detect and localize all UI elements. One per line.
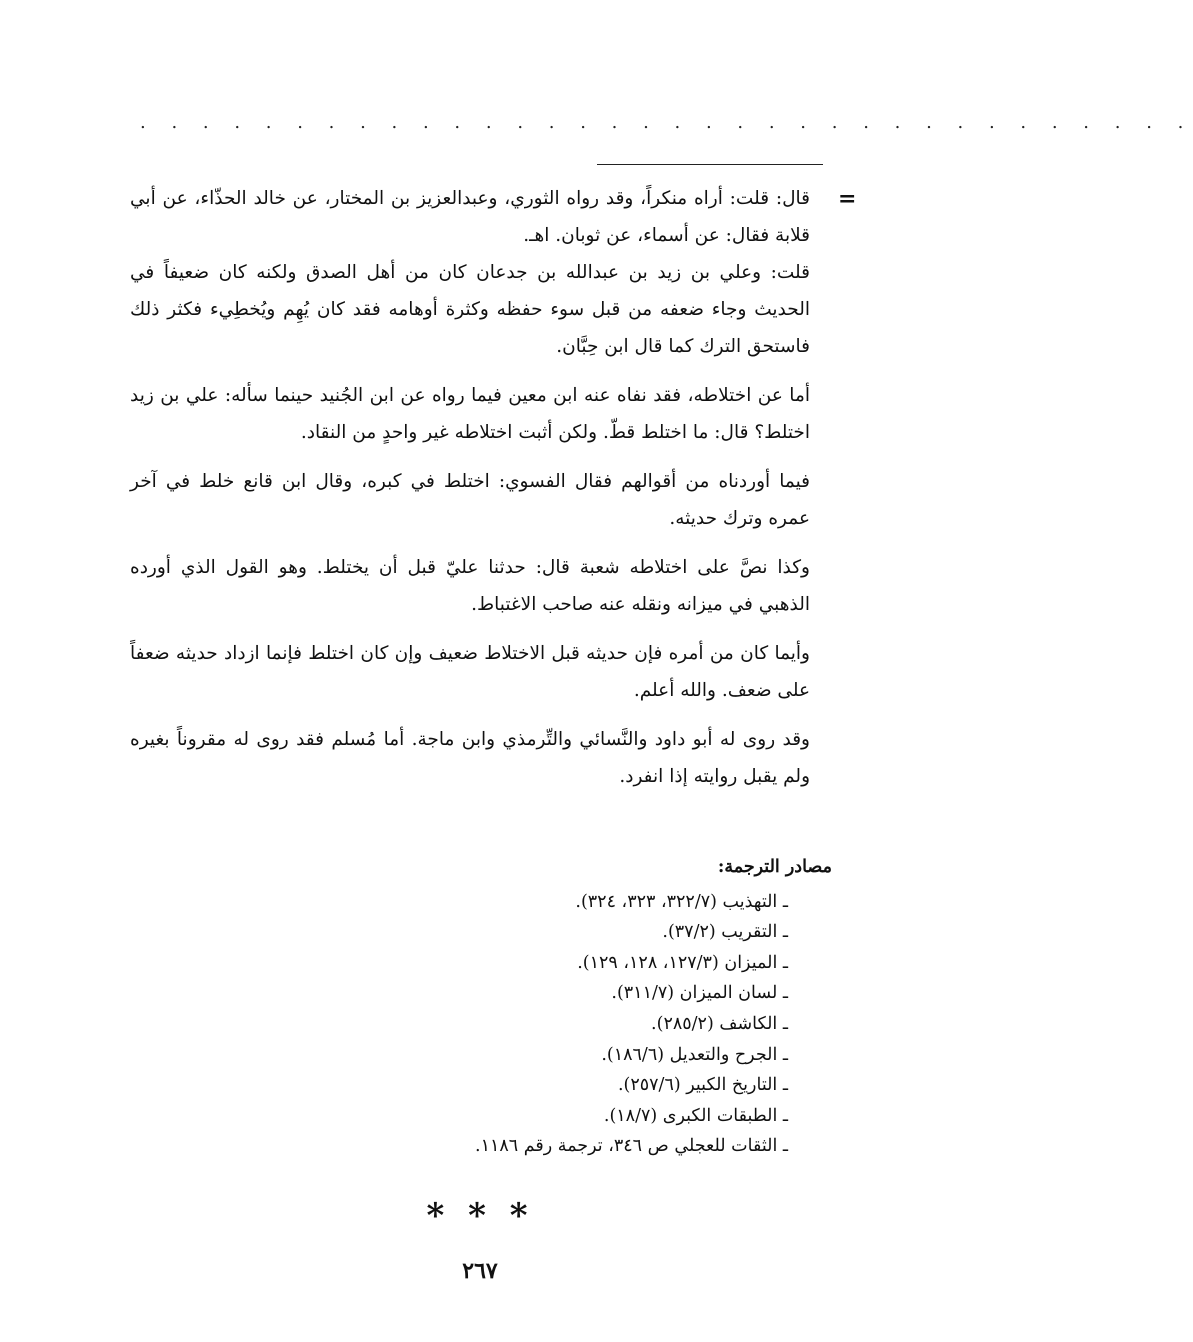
source-item: ـ الجرح والتعديل (١٨٦/٦). [601,1044,788,1065]
source-item: ـ الثقات للعجلي ص ٣٤٦، ترجمة رقم ١١٨٦. [475,1136,788,1157]
paragraph: قلت: وعلي بن زيد بن عبدالله بن جدعان كان من أهل الصدق ولكنه كان ضعيفاً في الحديث وجاء ضعفه من قبل سوء حفظه وكثرة أوهامه فقد كان يُهِم ويُخطِيء فكثر ذلك فاستحق الترك كما قال ابن حِبَّان. [130,262,810,357]
continuation-marker: = [838,186,857,212]
source-item: ـ التقريب (٣٧/٢). [662,922,788,943]
paragraph: قال: قلت: أراه منكراً، وقد رواه الثوري، وعبدالعزيز بن المختار، عن خالد الحذّاء، عن أبي قلابة فقال: عن أسماء، عن ثوبان. اهـ. [130,188,810,246]
source-item: ـ الميزان (١٢٧/٣، ١٢٨، ١٢٩). [577,952,788,973]
source-item: ـ لسان الميزان (٣١١/٧). [611,983,788,1004]
paragraph: فيما أوردناه من أقوالهم فقال الفسوي: اختلط في كبره، وقال ابن قانع خلط في آخر عمره وترك حديثه. [130,471,810,529]
sources-heading: مصادر الترجمة: [717,857,832,877]
source-item: ـ التاريخ الكبير (٢٥٧/٦). [617,1075,788,1096]
source-item: ـ التهذيب (٣٢٢/٧، ٣٢٣، ٣٢٤). [575,891,788,912]
main-text [130,180,810,807]
sources-section [380,852,832,1162]
source-item: ـ الكاشف (٢٨٥/٢). [651,1013,788,1034]
page-number: ٢٦٧ [462,1258,498,1284]
paragraph: وقد روى له أبو داود والنَّسائي والتِّرمذي وابن ماجة. أما مُسلم فقد روى له مقروناً بغيره ولم يقبل روايته إذا انفرد. [130,729,810,787]
source-item: ـ الطبقات الكبرى (١٨/٧). [603,1105,788,1126]
paragraph: وأيما كان من أمره فإن حديثه قبل الاختلاط ضعيف وإن كان اختلط فإنما ازداد حديثه ضعفاً على ضعف. والله أعلم. [130,643,810,701]
section-end-stars: * * * [426,1196,534,1236]
paragraph: أما عن اختلاطه، فقد نفاه عنه ابن معين فيما رواه عن ابن الجُنيد حينما سأله: علي بن زيد اختلط؟ قال: ما اختلط قطّ. ولكن أثبت اختلاطه غير واحدٍ من النقاد. [130,385,810,443]
dotted-separator: . . . . . . . . . . . . . . . . . . . . . . . . . . . . . . . . . . [140,112,1193,133]
paragraph: وكذا نصَّ على اختلاطه شعبة قال: حدثنا عليّ قبل أن يختلط. وهو القول الذي أورده الذهبي في ميزانه ونقله عنه صاحب الاغتباط. [130,557,810,615]
footnote-rule [597,164,823,165]
sources-list [380,887,832,1162]
